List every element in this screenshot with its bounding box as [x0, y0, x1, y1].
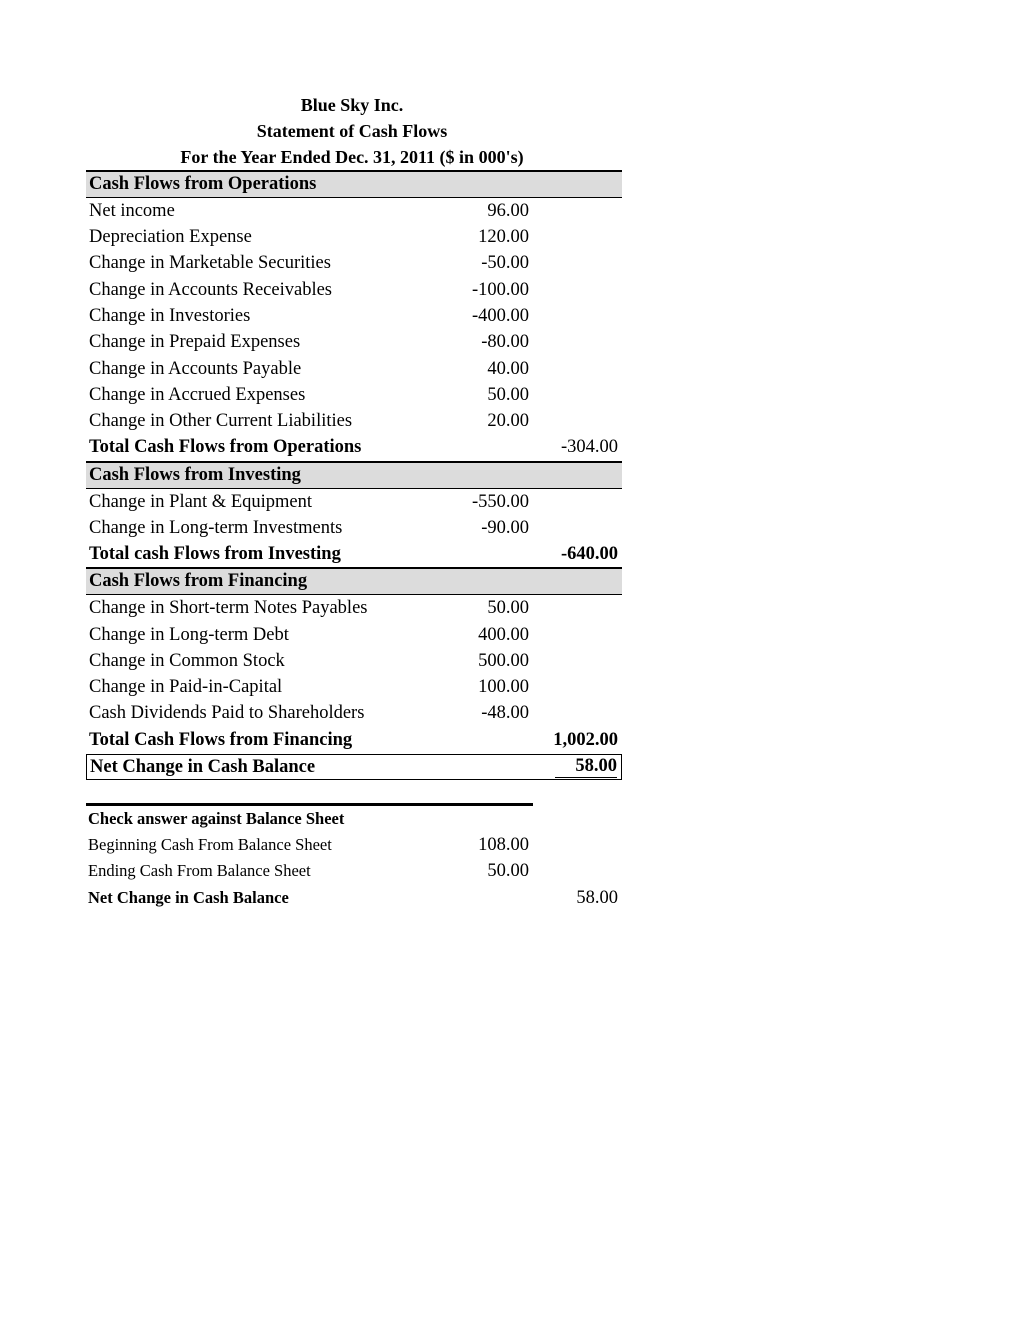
company-name: Blue Sky Inc.: [300, 95, 404, 115]
net-change-row: Net Change in Cash Balance 58.00: [86, 754, 622, 780]
line-item: Change in Accounts Receivables -100.00: [89, 279, 529, 300]
line-item: Change in Long-term Debt 400.00: [89, 624, 529, 645]
line-item: Change in Marketable Securities -50.00: [89, 253, 529, 274]
line-item: Depreciation Expense 120.00: [89, 227, 529, 248]
line-item: Change in Accrued Expenses 50.00: [89, 384, 529, 405]
net-change-value: 58.00: [555, 755, 617, 780]
section-heading-operations: Cash Flows from Operations: [86, 170, 622, 198]
total-financing-value: 1,002.00: [553, 729, 618, 750]
ending-cash-row: Ending Cash From Balance Sheet 50.00: [88, 861, 529, 882]
line-item: Change in Common Stock 500.00: [89, 650, 529, 671]
statement-title: Statement of Cash Flows: [256, 121, 448, 141]
line-item: Change in Other Current Liabilities 20.00: [89, 411, 529, 432]
line-item: Change in Plant & Equipment -550.00: [89, 491, 529, 512]
balance-sheet-check: [86, 803, 622, 911]
total-operations-row: Total Cash Flows from Operations -304.00: [86, 434, 622, 460]
line-item: Cash Dividends Paid to Shareholders -48.00: [89, 703, 529, 724]
total-operations-value: -304.00: [560, 437, 618, 458]
line-item: Change in Long-term Investments -90.00: [89, 517, 529, 538]
line-item: Change in Investories -400.00: [89, 305, 529, 326]
line-item: Change in Short-term Notes Payables 50.00: [89, 598, 529, 619]
total-financing-row: Total Cash Flows from Financing 1,002.00: [86, 727, 622, 753]
total-investing-row: Total cash Flows from Investing -640.00: [86, 541, 622, 567]
check-heading: Check answer against Balance Sheet: [88, 809, 345, 828]
cash-flow-statement: [86, 92, 622, 780]
statement-period: For the Year Ended Dec. 31, 2011 ($ in 000's): [180, 147, 524, 167]
section-heading-financing: Cash Flows from Financing: [86, 567, 622, 595]
statement-header: [84, 92, 620, 170]
beginning-cash-row: Beginning Cash From Balance Sheet 108.00: [88, 835, 529, 856]
line-item: Change in Accounts Payable 40.00: [89, 358, 529, 379]
line-item: Change in Prepaid Expenses -80.00: [89, 332, 529, 353]
line-item: Change in Paid-in-Capital 100.00: [89, 677, 529, 698]
line-item: Net income 96.00: [89, 200, 529, 221]
total-investing-value: -640.00: [560, 544, 618, 565]
check-net-change-row: Net Change in Cash Balance 58.00: [88, 887, 618, 908]
section-heading-investing: Cash Flows from Investing: [86, 461, 622, 489]
